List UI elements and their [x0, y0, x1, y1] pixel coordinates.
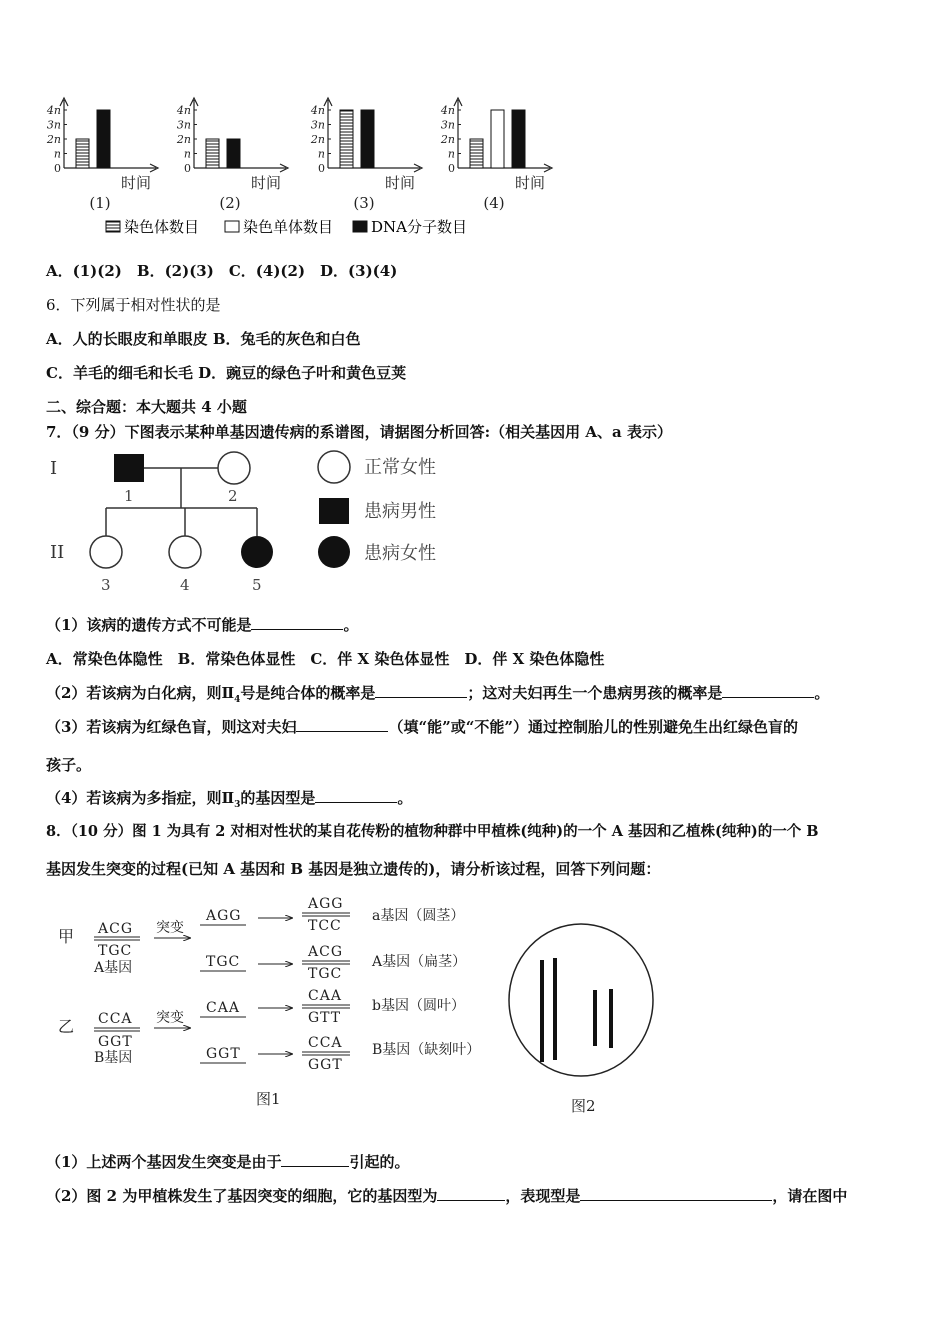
jia-strand-1: AGG	[206, 908, 242, 924]
figure-legend	[106, 218, 467, 236]
answer-blank[interactable]	[315, 788, 397, 803]
yi-strand-1: CAA	[206, 1000, 240, 1016]
q8-sub2-text-b: ，表现型是	[505, 1187, 581, 1205]
q8-stem-line2: 基因发生突变的过程(已知 A 基因和 B 基因是独立遗传的)，请分析该过程，回答下列问题：	[46, 860, 661, 878]
answer-blank[interactable]	[437, 1186, 505, 1201]
dna-bar	[227, 139, 240, 168]
y-tick-label: 4n	[46, 104, 61, 117]
legend-chromatid-swatch	[225, 221, 239, 232]
jia-result-1-label: a基因（圆茎）	[372, 908, 465, 924]
individual-I-2-normal-female	[218, 452, 250, 484]
individual-number-5: 5	[252, 576, 262, 594]
chromosome-bar	[340, 110, 353, 168]
figure-1-caption: 图1	[256, 1090, 281, 1108]
x-axis-label: 时间	[120, 174, 152, 192]
dna-bar	[361, 110, 374, 168]
y-tick-label: n	[447, 147, 455, 161]
b-gene-top-strand: CCA	[98, 1011, 133, 1027]
jia-strand-2-bottom: TGC	[308, 966, 343, 982]
chart-panel-4	[440, 98, 552, 212]
b-gene-bottom-strand: GGT	[98, 1034, 133, 1050]
legend-chromatid-label: 染色单体数目	[243, 218, 334, 236]
jia-result-2-label: A基因（扁茎）	[372, 954, 467, 970]
cell-figure-2	[505, 922, 665, 1122]
answer-blank[interactable]	[580, 1186, 772, 1201]
yi-label: 乙	[58, 1017, 75, 1036]
q6-options-ab: A．人的长眼皮和单眼皮 B．兔毛的灰色和白色	[46, 330, 361, 348]
chart-panel-1	[46, 98, 158, 212]
legend-affected-male-symbol	[319, 498, 349, 524]
a-gene-label: A基因	[94, 960, 133, 976]
panel-label: (1)	[89, 194, 111, 212]
y-tick-label: 0	[318, 162, 325, 175]
q8-sub1	[46, 1152, 409, 1172]
q7-sub3-cont: 孩子。	[46, 756, 92, 774]
y-tick-label: n	[317, 147, 325, 161]
pedigree-chart	[44, 446, 514, 598]
q7-sub4-subscript: 3	[234, 800, 241, 810]
q8-stem-line1: 8．（10 分）图 1 为具有 2 对相对性状的某自花传粉的植物种群中甲植株(纯种)的一个 A 基因和乙植株(纯种)的一个 B	[46, 823, 819, 840]
individual-number-1: 1	[124, 487, 134, 505]
legend-dna-swatch	[353, 221, 367, 232]
yi-strand-1-top: CAA	[308, 988, 342, 1004]
answer-blank[interactable]	[251, 615, 343, 630]
individual-number-2: 2	[228, 487, 238, 505]
chromosome-bar	[76, 139, 89, 168]
jia-strand-1-top: AGG	[308, 896, 344, 912]
y-tick-label: 4n	[310, 104, 325, 117]
individual-II-5-affected-female	[241, 536, 273, 568]
y-tick-label: 4n	[176, 104, 191, 117]
q7-sub2-subscript: 4	[234, 695, 241, 705]
q7-sub3	[46, 717, 798, 737]
y-tick-label: 2n	[46, 133, 61, 146]
q7-sub1-end: 。	[343, 616, 359, 634]
y-tick-label: 0	[184, 162, 191, 175]
y-tick-label: 3n	[310, 118, 325, 132]
b-gene-label: B基因	[94, 1050, 133, 1066]
x-axis-label: 时间	[250, 174, 282, 192]
yi-strand-2-bottom: GGT	[308, 1057, 343, 1073]
q7-sub4	[46, 788, 412, 815]
q6-stem: 6．下列属于相对性状的是	[46, 296, 221, 314]
q7-sub1	[46, 615, 358, 635]
individual-number-3: 3	[101, 576, 111, 594]
chromatid-bar	[491, 110, 504, 168]
chromosome-bar	[470, 139, 483, 168]
q8-sub1-text-a: （1）上述两个基因发生突变是由于	[46, 1153, 282, 1171]
chromosome-bar	[206, 139, 219, 168]
legend-chromosome-label: 染色体数目	[124, 218, 200, 236]
answer-blank[interactable]	[296, 717, 388, 732]
q7-sub2-text-c: ；这对夫妇再生一个患病男孩的概率是	[467, 684, 723, 702]
y-tick-label: 0	[448, 162, 455, 175]
q7-sub2-text-a: （2）若该病为白化病，则Ⅱ	[46, 684, 235, 702]
individual-II-3-normal-female	[90, 536, 122, 568]
yi-strand-1-bottom: GTT	[308, 1010, 342, 1026]
legend-dna-label: DNA分子数目	[371, 218, 467, 236]
jia-label: 甲	[58, 927, 75, 946]
yi-mutation-label: 突变	[156, 1010, 184, 1026]
q5-options: A．(1)(2) B．(2)(3) C．(4)(2) D．(3)(4)	[46, 262, 398, 280]
gene-mutation-figure-1	[50, 890, 510, 1115]
generation-1-label: I	[50, 458, 58, 479]
generation-2-label: II	[50, 542, 65, 563]
x-axis-label: 时间	[514, 174, 546, 192]
q7-sub1-text: （1）该病的遗传方式不可能是	[46, 616, 252, 634]
yi-strand-2: GGT	[206, 1046, 241, 1062]
section-2-heading: 二、综合题：本大题共 4 小题	[46, 398, 247, 416]
y-tick-label: n	[183, 147, 191, 161]
dna-bar	[512, 110, 525, 168]
y-tick-label: 2n	[440, 133, 455, 146]
jia-mutation-label: 突变	[156, 920, 184, 936]
chart-panel-2	[176, 98, 288, 212]
legend-normal-female-label: 正常女性	[364, 457, 436, 478]
q6-options-cd: C．羊毛的细毛和长毛 D．豌豆的绿色子叶和黄色豆荚	[46, 364, 407, 382]
y-tick-label: 0	[54, 162, 61, 175]
q8-sub2	[46, 1186, 847, 1206]
a-gene-bottom-strand: TGC	[98, 943, 133, 959]
q7-sub2	[46, 683, 829, 710]
q7-sub2-text-b: 号是纯合体的概率是	[240, 684, 376, 702]
a-gene-top-strand: ACG	[98, 921, 134, 937]
legend-chromosome-swatch	[106, 221, 120, 232]
y-tick-label: 4n	[440, 104, 455, 117]
figure-2-caption: 图2	[571, 1097, 596, 1115]
x-axis-label: 时间	[384, 174, 416, 192]
y-tick-label: 3n	[440, 118, 455, 132]
y-tick-label: 2n	[176, 133, 191, 146]
q7-sub4-text-a: （4）若该病为多指症，则Ⅱ	[46, 789, 235, 807]
legend-normal-female-symbol	[318, 451, 350, 483]
legend-affected-male-label: 患病男性	[364, 501, 436, 522]
y-tick-label: n	[53, 147, 61, 161]
jia-strand-2-top: ACG	[308, 944, 344, 960]
answer-blank[interactable]	[722, 683, 814, 698]
legend-affected-female-label: 患病女性	[364, 543, 436, 564]
legend-affected-female-symbol	[318, 536, 350, 568]
q7-sub3-text-b: （填“能”或“不能”）通过控制胎儿的性别避免生出红绿色盲的	[388, 718, 798, 736]
individual-number-4: 4	[180, 576, 190, 594]
q7-sub1-options: A．常染色体隐性 B．常染色体显性 C．伴 X 染色体显性 D．伴 X 染色体隐性	[46, 650, 605, 668]
q8-sub2-text-a: （2）图 2 为甲植株发生了基因突变的细胞，它的基因型为	[46, 1187, 438, 1205]
cell-outline	[509, 924, 653, 1076]
q8-sub1-text-b: 引起的。	[349, 1153, 410, 1171]
q7-sub4-end: 。	[397, 789, 413, 807]
answer-blank[interactable]	[375, 683, 467, 698]
panel-label: (3)	[353, 194, 375, 212]
q7-stem: 7．（9 分）下图表示某种单基因遗传病的系谱图，请据图分析回答:（相关基因用 A、a 表示）	[46, 423, 672, 441]
individual-II-4-normal-female	[169, 536, 201, 568]
q8-sub2-text-c: ，请在图中	[772, 1187, 848, 1205]
q7-sub4-text-b: 的基因型是	[240, 789, 316, 807]
jia-strand-2: TGC	[206, 954, 241, 970]
chart-panel-3	[310, 98, 422, 212]
q7-sub3-text-a: （3）若该病为红绿色盲，则这对夫妇	[46, 718, 297, 736]
y-tick-label: 2n	[310, 133, 325, 146]
y-tick-label: 3n	[176, 118, 191, 132]
panel-label: (4)	[483, 194, 505, 212]
y-tick-label: 3n	[46, 118, 61, 132]
q7-sub2-end: 。	[814, 684, 830, 702]
panel-label: (2)	[219, 194, 241, 212]
answer-blank[interactable]	[281, 1152, 349, 1167]
yi-result-2-label: B基因（缺刻叶）	[372, 1042, 481, 1058]
yi-result-1-label: b基因（圆叶）	[372, 998, 465, 1014]
chromosome-dna-figure	[40, 92, 560, 242]
jia-strand-1-bottom: TCC	[308, 918, 342, 934]
individual-I-1-affected-male	[114, 454, 144, 482]
yi-strand-2-top: CCA	[308, 1035, 343, 1051]
dna-bar	[97, 110, 110, 168]
